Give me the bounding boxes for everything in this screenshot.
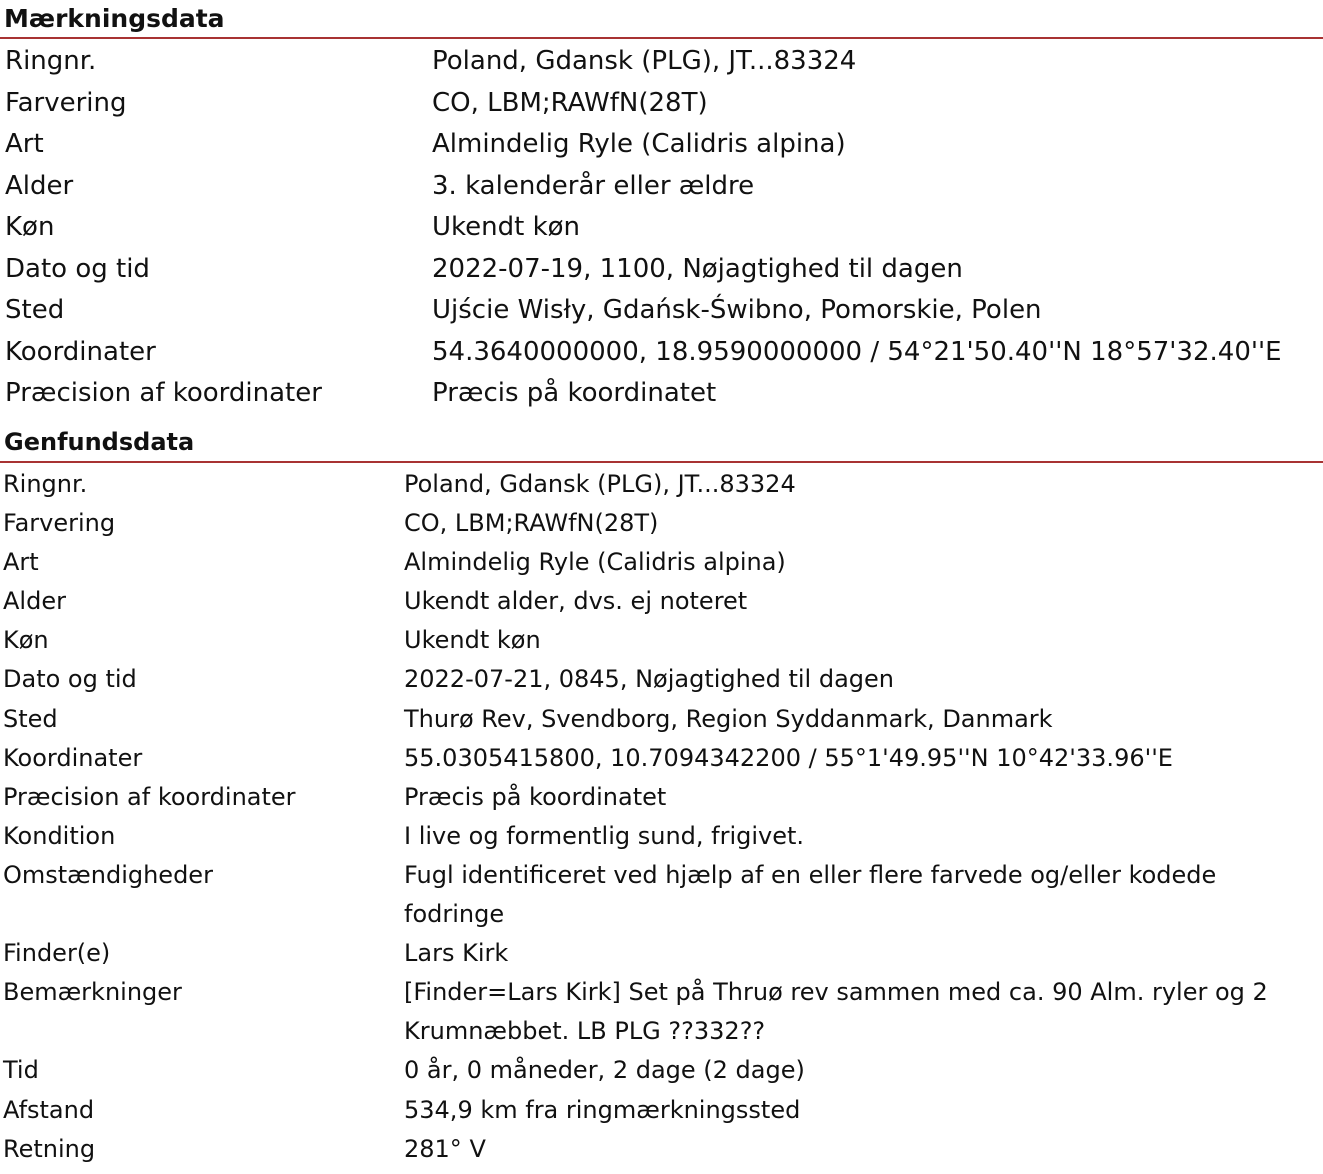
data-row-place (0, 290, 1323, 332)
row-value: 534,9 km fra ringmærkningssted (404, 1095, 801, 1124)
data-row-ring-number (0, 41, 1323, 83)
data-row-coordinates (0, 332, 1323, 374)
row-value: CO, LBM;RAWfN(28T) (432, 87, 708, 118)
data-row-date-time (0, 660, 1323, 699)
row-label: Farvering (3, 509, 116, 538)
data-row-species (0, 124, 1323, 166)
row-label: Køn (5, 212, 55, 242)
data-row-time-elapsed (0, 1051, 1323, 1090)
row-label: Køn (3, 626, 49, 655)
row-value: 3. kalenderår eller ældre (432, 170, 755, 201)
row-label: Koordinater (5, 336, 156, 367)
row-value: Ukendt køn (404, 626, 541, 655)
row-value: I live og formentlig sund, frigivet. (404, 821, 805, 850)
data-row-color-ring (0, 83, 1323, 125)
row-label: Farvering (5, 87, 127, 118)
row-label: Art (3, 548, 39, 577)
row-label: Dato og tid (3, 665, 137, 694)
row-value: 54.3640000000, 18.9590000000 / 54°21'50.40''N 18°57'32.40''E (432, 336, 1282, 367)
data-row-age (0, 582, 1323, 621)
row-value: Ujście Wisły, Gdańsk-Świbno, Pomorskie, Polen (432, 295, 1042, 325)
row-value: 0 år, 0 måneder, 2 dage (2 dage) (404, 1056, 805, 1085)
row-label: Retning (3, 1134, 96, 1163)
row-label: Præcision af koordinater (5, 378, 322, 408)
marking-data-section (0, 0, 1323, 415)
row-value: Thurø Rev, Svendborg, Region Syddanmark, Danmark (404, 704, 1053, 733)
row-label: Afstand (3, 1095, 95, 1124)
row-value: [Finder=Lars Kirk] Set på Thruø rev sammen med ca. 90 Alm. ryler og 2 Krumnæbbet. LB PLG ??332?? (404, 978, 1268, 1046)
row-value: Almindelig Ryle (Calidris alpina) (404, 548, 786, 577)
data-row-coordinate-precision (0, 778, 1323, 817)
data-row-coordinates (0, 739, 1323, 778)
data-row-date-time (0, 249, 1323, 291)
row-label: Ringnr. (5, 46, 97, 76)
row-label: Sted (5, 295, 65, 325)
data-row-ring-number (0, 465, 1323, 504)
section-title-recovery: Genfundsdata (4, 428, 195, 456)
data-row-sex (0, 207, 1323, 249)
row-value: 281° V (404, 1134, 486, 1163)
row-label: Finder(e) (3, 939, 111, 968)
row-label: Alder (5, 170, 74, 201)
row-label: Art (5, 129, 44, 159)
data-row-sex (0, 621, 1323, 660)
data-row-coordinate-precision (0, 373, 1323, 415)
row-label: Dato og tid (5, 253, 150, 284)
row-value: Almindelig Ryle (Calidris alpina) (432, 129, 846, 159)
row-value: Fugl identificeret ved hjælp af en eller flere farvede og/eller kodede fodringe (404, 860, 1217, 929)
data-row-color-ring (0, 504, 1323, 543)
recovery-data-section (0, 424, 1323, 1169)
row-value: 2022-07-19, 1100, Nøjagtighed til dagen (432, 253, 963, 284)
row-value: 2022-07-21, 0845, Nøjagtighed til dagen (404, 665, 894, 694)
row-label: Ringnr. (3, 470, 88, 498)
data-row-condition (0, 817, 1323, 856)
row-value: 55.0305415800, 10.7094342200 / 55°1'49.95''N 10°42'33.96''E (404, 743, 1173, 772)
row-label: Bemærkninger (3, 978, 182, 1007)
row-value: Poland, Gdansk (PLG), JT...83324 (404, 470, 796, 498)
section-title-marking: Mærkningsdata (4, 4, 225, 33)
data-row-finder (0, 934, 1323, 973)
data-row-circumstances (0, 856, 1323, 934)
data-row-place (0, 700, 1323, 739)
row-value: Præcis på koordinatet (432, 378, 717, 408)
row-value: CO, LBM;RAWfN(28T) (404, 509, 659, 538)
row-value: Ukendt køn (432, 212, 581, 242)
row-label: Kondition (3, 821, 116, 850)
row-value: Lars Kirk (404, 939, 509, 968)
row-label: Koordinater (3, 743, 143, 772)
row-label: Tid (3, 1056, 39, 1085)
row-value: Ukendt alder, dvs. ej noteret (404, 587, 748, 616)
row-label: Alder (3, 587, 66, 616)
data-row-distance (0, 1091, 1323, 1130)
data-row-direction (0, 1130, 1323, 1169)
data-row-species (0, 543, 1323, 582)
row-label: Omstændigheder (3, 860, 213, 889)
data-row-remarks (0, 973, 1323, 1051)
row-label: Præcision af koordinater (3, 782, 296, 811)
data-row-age (0, 166, 1323, 208)
row-label: Sted (3, 704, 58, 733)
row-value: Poland, Gdansk (PLG), JT...83324 (432, 46, 857, 76)
row-value: Præcis på koordinatet (404, 782, 667, 811)
